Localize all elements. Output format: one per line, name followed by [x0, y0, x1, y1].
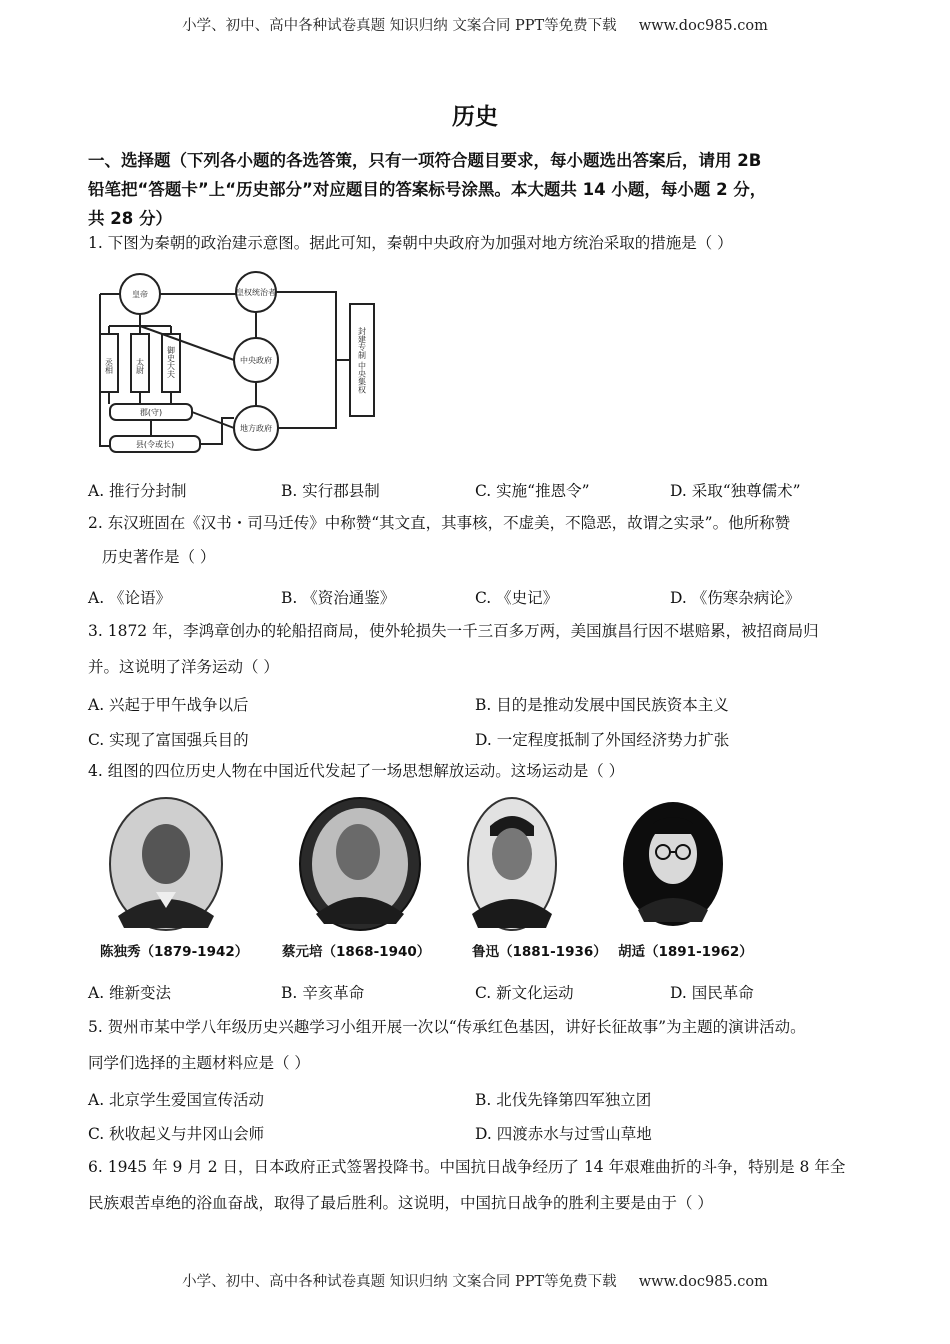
portrait-hu-shi [618, 802, 728, 932]
q1-option-d[interactable]: D. 采取“独尊儒术” [670, 482, 801, 500]
question-2-stem: 2. 东汉班固在《汉书・司马迁传》中称赞“其文直，其事核，不虚美，不隐恶，故谓之实录”。他所称赞 [88, 514, 791, 532]
portrait-cai-yuanpei [292, 796, 428, 934]
header-site: www.doc985.com [638, 18, 768, 34]
caption-chen-duxiu: 陈独秀（1879-1942） [100, 944, 249, 960]
q1-option-b[interactable]: B. 实行郡县制 [281, 482, 380, 500]
diagram-local-gov: 地方政府 [240, 424, 272, 433]
diagram-chengxiang: 丞相 [104, 358, 114, 374]
section-line-1: 一、选择题（下列各小题的各选答策，只有一项符合题目要求，每小题选出答案后，请用 2B [88, 151, 762, 170]
footer-site: www.doc985.com [638, 1274, 768, 1290]
q2-option-b[interactable]: B. 《资治通鉴》 [281, 589, 396, 607]
portrait-lu-xun [464, 796, 560, 934]
q3-option-d[interactable]: D. 一定程度抵制了外国经济势力扩张 [475, 731, 730, 749]
q3-option-b[interactable]: B. 目的是推动发展中国民族资本主义 [475, 696, 729, 714]
portrait-chen-duxiu [104, 796, 234, 934]
section-heading [88, 146, 878, 233]
q5-option-b[interactable]: B. 北伐先锋第四军独立团 [475, 1091, 652, 1109]
q4-option-a[interactable]: A. 维新变法 [88, 984, 172, 1002]
question-2 [88, 506, 878, 574]
section-line-2: 铅笔把“答题卡”上“历史部分”对应题目的答案标号涂黑。本大题共 14 小题，每小题 2 分， [88, 180, 767, 199]
question-3-stem: 3. 1872 年，李鸿章创办的轮船招商局，使外轮损失一千三百多万两，美国旗昌行因不堪赔累，被招商局归 [88, 622, 819, 640]
diagram-side: 封建专制 中央集权 [357, 326, 367, 394]
q4-option-d[interactable]: D. 国民革命 [670, 984, 754, 1002]
q1-option-c[interactable]: C. 实施“推恩令” [475, 482, 590, 500]
question-5-stem-2: 同学们选择的主题材料应是（ ） [88, 1054, 310, 1072]
caption-lu-xun: 鲁迅（1881-1936） [472, 944, 607, 960]
diagram-emperor: 皇帝 [132, 290, 148, 299]
question-6 [88, 1150, 878, 1220]
q4-option-b[interactable]: B. 辛亥革命 [281, 984, 365, 1002]
question-1 [88, 226, 878, 260]
diagram-taiwei: 太尉 [135, 358, 145, 374]
section-line-3: 共 28 分） [88, 209, 172, 228]
page-footer [0, 1270, 950, 1291]
q5-option-c[interactable]: C. 秋收起义与井冈山会师 [88, 1125, 265, 1143]
q3-option-c[interactable]: C. 实现了富国强兵目的 [88, 731, 249, 749]
question-5-stem: 5. 贺州市某中学八年级历史兴趣学习小组开展一次以“传承红色基因，讲好长征故事”为主题的演讲活动。 [88, 1018, 806, 1036]
diagram-yushi: 御史大夫 [166, 346, 176, 378]
question-5 [88, 1010, 878, 1080]
q1-option-a[interactable]: A. 推行分封制 [88, 482, 187, 500]
page-title: 历史 [452, 103, 498, 130]
qin-political-diagram [96, 266, 386, 462]
footer-text: 小学、初中、高中各种试卷真题 知识归纳 文案合同 PPT等免费下载 [182, 1274, 617, 1290]
question-6-stem: 6. 1945 年 9 月 2 日，日本政府正式签署投降书。中国抗日战争经历了 14 年艰难曲折的斗争，特别是 8 年全 [88, 1158, 846, 1176]
diagram-centralize: 皇权统治者 [236, 288, 276, 297]
diagram-jun: 郡(守) [139, 408, 163, 417]
question-4 [88, 754, 878, 788]
page-header [0, 14, 950, 35]
header-text: 小学、初中、高中各种试卷真题 知识归纳 文案合同 PPT等免费下载 [182, 18, 617, 34]
diagram-xian: 县(令或长) [135, 440, 175, 449]
diagram-central-gov: 中央政府 [240, 356, 272, 365]
question-1-stem: 1. 下图为秦朝的政治建示意图。据此可知，秦朝中央政府为加强对地方统治采取的措施是（ ） [88, 234, 733, 252]
question-3-stem-2: 并。这说明了洋务运动（ ） [88, 658, 279, 676]
caption-cai-yuanpei: 蔡元培（1868-1940） [282, 944, 431, 960]
question-6-stem-2: 民族艰苦卓绝的浴血奋战，取得了最后胜利。这说明，中国抗日战争的胜利主要是由于（ ） [88, 1194, 713, 1212]
q2-option-d[interactable]: D. 《伤寒杂病论》 [670, 589, 801, 607]
q2-option-c[interactable]: C. 《史记》 [475, 589, 559, 607]
q5-option-d[interactable]: D. 四渡赤水与过雪山草地 [475, 1125, 652, 1143]
question-3 [88, 614, 878, 684]
q2-option-a[interactable]: A. 《论语》 [88, 589, 172, 607]
q4-option-c[interactable]: C. 新文化运动 [475, 984, 574, 1002]
question-4-stem: 4. 组图的四位历史人物在中国近代发起了一场思想解放运动。这场运动是（ ） [88, 762, 625, 780]
q3-option-a[interactable]: A. 兴起于甲午战争以后 [88, 696, 249, 714]
q5-option-a[interactable]: A. 北京学生爱国宣传活动 [88, 1091, 265, 1109]
caption-hu-shi: 胡适（1891-1962） [618, 944, 753, 960]
question-2-stem-2: 历史著作是（ ） [102, 548, 216, 566]
